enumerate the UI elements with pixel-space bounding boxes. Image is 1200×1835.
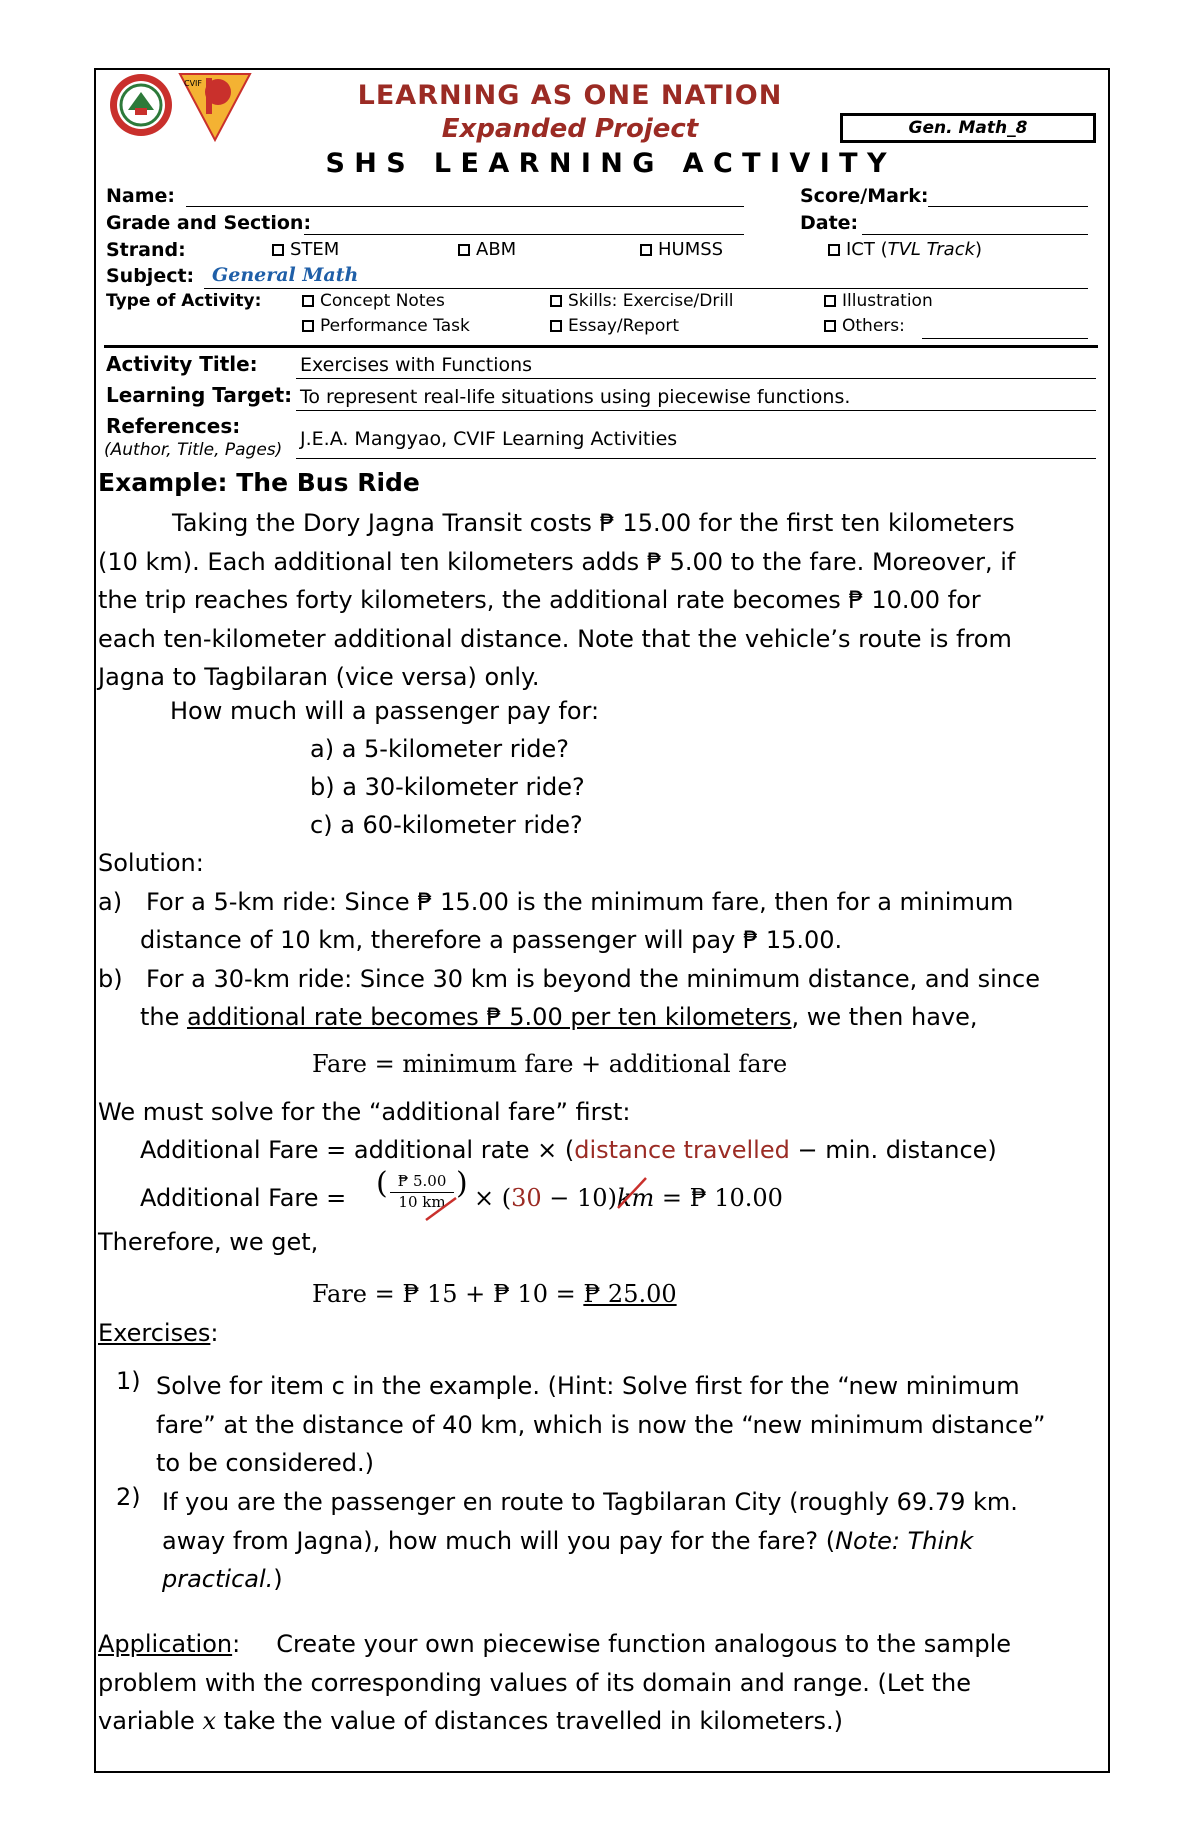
checkbox[interactable] bbox=[824, 295, 836, 307]
learning-target-value: To represent real-life situations using piecewise functions. bbox=[300, 386, 851, 408]
tagline: LEARNING AS ONE NATION bbox=[357, 80, 783, 111]
checkbox[interactable] bbox=[824, 320, 836, 332]
others-field[interactable] bbox=[922, 338, 1088, 339]
checkbox[interactable] bbox=[302, 320, 314, 332]
checkbox[interactable] bbox=[550, 295, 562, 307]
cancelled-km: km bbox=[616, 1184, 655, 1212]
references-value: J.E.A. Mangyao, CVIF Learning Activities bbox=[300, 428, 678, 450]
learning-target-label: Learning Target: bbox=[106, 383, 293, 407]
solution-a-line: distance of 10 km, therefore a passenger will pay ₱ 15.00. bbox=[140, 926, 843, 954]
fraction-numerator: ₱ 5.00 bbox=[397, 1172, 447, 1190]
solution-b-line: For a 30-km ride: Since 30 km is beyond the minimum distance, and since bbox=[146, 965, 1040, 993]
references-underline bbox=[296, 458, 1096, 459]
left-paren: ( bbox=[376, 1166, 388, 1201]
date-label: Date: bbox=[800, 212, 859, 234]
type-option-skills[interactable]: Skills: Exercise/Drill bbox=[550, 291, 734, 311]
activity-title-label: Activity Title: bbox=[106, 352, 258, 376]
activity-title-underline bbox=[296, 378, 1096, 379]
type-option-others[interactable]: Others: bbox=[824, 316, 905, 336]
activity-title-value: Exercises with Functions bbox=[300, 354, 533, 376]
score-label: Score/Mark: bbox=[800, 185, 929, 207]
solution-b-line: the additional rate becomes ₱ 5.00 per ten kilometers, we then have, bbox=[140, 1003, 978, 1031]
activity-type-label: Type of Activity: bbox=[106, 291, 262, 311]
name-label: Name: bbox=[106, 185, 176, 207]
paragraph-line: the trip reaches forty kilometers, the additional rate becomes ₱ 10.00 for bbox=[98, 586, 981, 614]
example-item-b: b) a 30-kilometer ride? bbox=[310, 773, 585, 801]
type-option-concept-notes[interactable]: Concept Notes bbox=[302, 291, 445, 311]
type-option-performance-task[interactable]: Performance Task bbox=[302, 316, 470, 336]
date-field[interactable] bbox=[862, 234, 1088, 235]
school-seal-logo bbox=[108, 72, 174, 138]
application-label: Application bbox=[98, 1630, 233, 1658]
type-option-illustration[interactable]: Illustration bbox=[824, 291, 933, 311]
checkbox[interactable] bbox=[458, 244, 470, 256]
fare-result: ₱ 25.00 bbox=[583, 1280, 677, 1308]
paragraph-line: Jagna to Tagbilaran (vice versa) only. bbox=[98, 663, 540, 691]
cancel-stroke bbox=[616, 1176, 650, 1210]
therefore-text: Therefore, we get, bbox=[98, 1228, 319, 1256]
exercise-2-marker: 2) bbox=[116, 1483, 141, 1511]
sheet-title: S H S L E A R N I N G A C T I V I T Y bbox=[325, 148, 887, 179]
example-item-c: c) a 60-kilometer ride? bbox=[310, 811, 583, 839]
references-hint: (Author, Title, Pages) bbox=[104, 440, 283, 460]
references-label: References: bbox=[106, 414, 241, 438]
example-heading: Example: The Bus Ride bbox=[98, 468, 420, 497]
variable-x: x bbox=[202, 1707, 216, 1735]
grade-section-field[interactable] bbox=[304, 234, 744, 235]
module-code-box: Gen. Math_8 bbox=[840, 113, 1096, 143]
strand-option-abm[interactable]: ABM bbox=[458, 239, 516, 260]
solve-instruction: We must solve for the “additional fare” first: bbox=[98, 1098, 631, 1126]
application-block: Application: Create your own piecewise function analogous to the sample problem with the corresponding values of its domain and range. (Let the variable x take the value of distances travelled in kilometers.) bbox=[98, 1630, 1012, 1735]
solution-b-marker: b) bbox=[98, 965, 123, 993]
project-subtitle: Expanded Project bbox=[441, 114, 699, 144]
learning-target-underline bbox=[296, 410, 1096, 411]
checkbox[interactable] bbox=[828, 244, 840, 256]
strand-option-ict[interactable]: ICT (TVL Track) bbox=[828, 239, 982, 260]
paragraph-line: each ten-kilometer additional distance. Note that the vehicle’s route is from bbox=[98, 624, 1012, 653]
strand-option-humss[interactable]: HUMSS bbox=[640, 239, 723, 260]
example-item-a: a) a 5-kilometer ride? bbox=[310, 735, 569, 763]
exercise-1-text: Solve for item c in the example. (Hint: Solve first for the “new minimum fare” at the distance of 40 km, which is now the “new minimum distance” to be considered.) bbox=[156, 1372, 1046, 1477]
svg-text:CVIF: CVIF bbox=[184, 79, 203, 88]
divider bbox=[104, 345, 1098, 348]
subject-underline bbox=[204, 288, 1088, 289]
strand-label: Strand: bbox=[106, 239, 186, 261]
subject-value: General Math bbox=[212, 264, 359, 286]
type-option-essay[interactable]: Essay/Report bbox=[550, 316, 679, 336]
fare-result-formula: Fare = ₱ 15 + ₱ 10 = ₱ 25.00 bbox=[312, 1280, 677, 1308]
solution-label: Solution: bbox=[98, 849, 204, 877]
additional-fare-computation: × (30 − 10)km = ₱ 10.00 bbox=[474, 1184, 783, 1212]
subject-label: Subject: bbox=[106, 265, 195, 287]
exercise-2-text: If you are the passenger en route to Tagbilaran City (roughly 69.79 km. away from Jagna), how much will you pay for the fare? (Note: Think practical.) bbox=[162, 1488, 1018, 1593]
paragraph-line: Taking the Dory Jagna Transit costs ₱ 15.00 for the first ten kilometers bbox=[172, 509, 1015, 537]
cvif-logo bbox=[178, 70, 252, 142]
exercise-1-marker: 1) bbox=[116, 1367, 141, 1395]
score-field[interactable] bbox=[928, 206, 1088, 207]
paragraph-line: (10 km). Each additional ten kilometers adds ₱ 5.00 to the fare. Moreover, if bbox=[98, 547, 1016, 576]
additional-fare-label: Additional Fare = bbox=[140, 1184, 347, 1212]
fare-formula: Fare = minimum fare + additional fare bbox=[312, 1050, 788, 1078]
fraction-denominator: 10 km bbox=[390, 1192, 454, 1211]
additional-fare-formula: Additional Fare = additional rate × (distance travelled − min. distance) bbox=[140, 1136, 997, 1164]
solution-a-line: For a 5-km ride: Since ₱ 15.00 is the minimum fare, then for a minimum bbox=[146, 888, 1014, 916]
checkbox[interactable] bbox=[302, 295, 314, 307]
example-paragraph bbox=[98, 504, 1094, 697]
checkbox[interactable] bbox=[640, 244, 652, 256]
checkbox[interactable] bbox=[272, 244, 284, 256]
example-question: How much will a passenger pay for: bbox=[170, 697, 600, 725]
underlined-rate: additional rate becomes ₱ 5.00 per ten kilometers bbox=[187, 1003, 792, 1031]
exercises-label: Exercises: bbox=[98, 1319, 219, 1347]
grade-section-label: Grade and Section: bbox=[106, 212, 312, 234]
checkbox[interactable] bbox=[550, 320, 562, 332]
strand-option-stem[interactable]: STEM bbox=[272, 239, 339, 260]
right-paren: ) bbox=[456, 1166, 468, 1201]
cancel-stroke bbox=[424, 1196, 458, 1222]
name-field[interactable] bbox=[186, 206, 744, 207]
solution-a-marker: a) bbox=[98, 888, 123, 916]
